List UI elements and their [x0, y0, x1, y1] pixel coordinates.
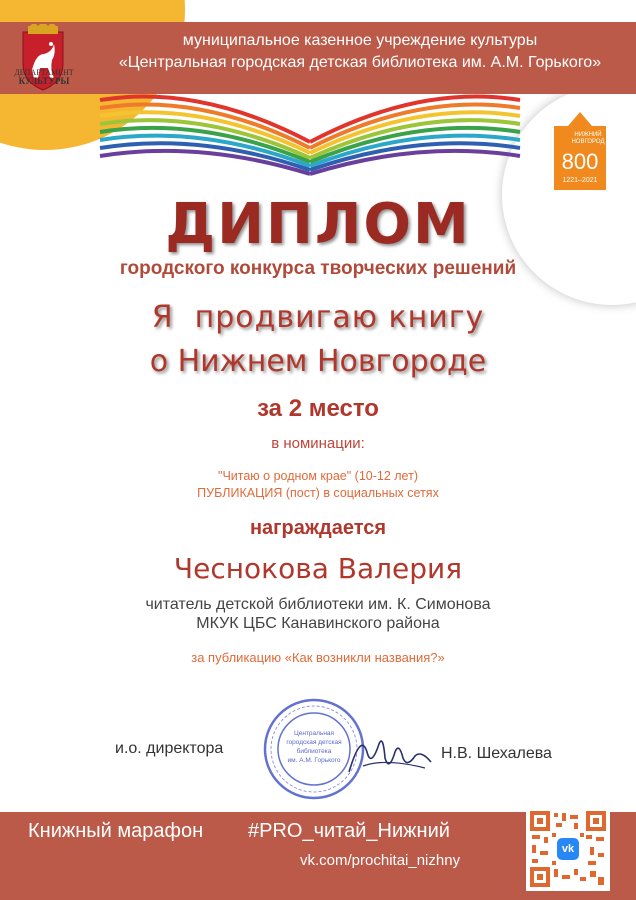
- logo-years: 1221–2021: [562, 177, 598, 184]
- stamp-line-3: библиотека: [296, 748, 332, 755]
- logo-city-line-1: НИЖНИЙ: [574, 132, 602, 138]
- nomination-line-1: "Читаю о родном крае" (10-12 лет): [218, 469, 418, 483]
- header-line-1: муниципальное казенное учреждение культуры: [182, 32, 538, 49]
- recipient-name: Чеснокова Валерия: [173, 552, 463, 585]
- logo-city-line-2: НОВГОРОД: [571, 139, 605, 145]
- awarded-label: награждается: [249, 517, 387, 539]
- place-text: за 2 место: [257, 395, 379, 422]
- signature-icon: [345, 722, 435, 782]
- city-800-logo: [548, 112, 612, 192]
- stamp-line-2: городская детская: [286, 739, 342, 746]
- footer-marathon: Книжный марафон: [28, 820, 204, 842]
- reader-line-2: МКУК ЦБС Канавинского района: [196, 615, 440, 632]
- director-name: Н.В. Шехалева: [441, 745, 552, 762]
- stamp-line-4: им. А.М. Горького: [287, 757, 341, 764]
- diploma-title: ДИПЛОМ: [165, 192, 471, 257]
- stamp-line-1: Центральная: [293, 730, 335, 737]
- nomination-label: в номинации:: [271, 435, 365, 452]
- logo-number: 800: [561, 149, 599, 174]
- diploma-subtitle: городского конкурса творческих решений: [119, 258, 517, 279]
- open-book-icon: [90, 90, 530, 180]
- reader-line-1: читатель детской библиотеки им. К. Симонова: [145, 596, 491, 613]
- vk-logo-icon: vk: [557, 838, 579, 860]
- contest-name-line-1: Я продвигаю книгу: [151, 300, 485, 335]
- contest-name-line-2: о Нижнем Новгороде: [149, 344, 487, 379]
- nomination-line-2: ПУБЛИКАЦИЯ (пост) в социальных сетях: [197, 486, 439, 500]
- header-line-2: «Центральная городская детская библиотека им. А.М. Горького»: [118, 54, 602, 71]
- publication-text: за публикацию «Как возникли названия?»: [191, 650, 445, 665]
- emblem-label-line-1: ДЕПАРТАМЕНТ: [14, 68, 74, 77]
- director-position: и.о. директора: [115, 740, 224, 757]
- emblem-label: [4, 68, 84, 86]
- footer-url[interactable]: vk.com/prochitai_nizhny: [300, 852, 461, 869]
- header-institution: [90, 30, 630, 74]
- footer-hashtag: #PRO_читай_Нижний: [248, 820, 450, 842]
- emblem-label-line-2: КУЛЬТУРЫ: [18, 76, 70, 86]
